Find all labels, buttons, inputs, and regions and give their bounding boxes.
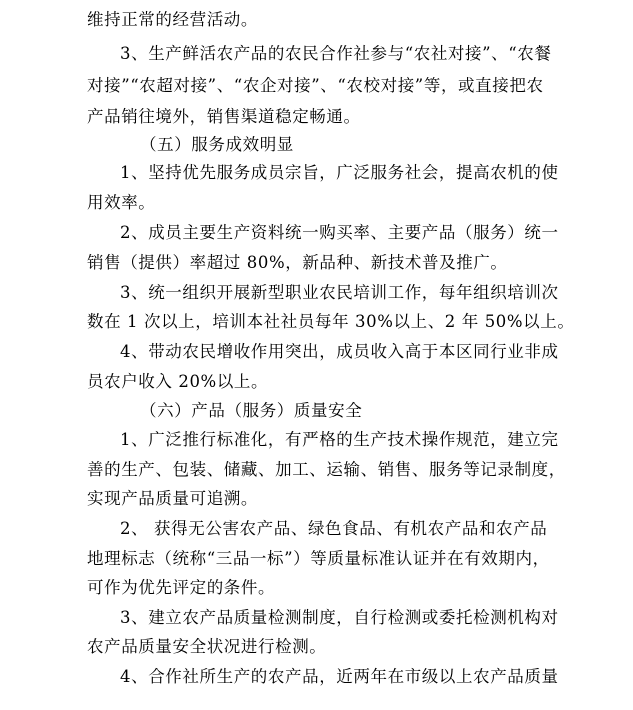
text-line: 实现产品质量可追溯。 [87,489,258,508]
text-line: 地理标志（统称“三品一标”）等质量标准认证并在有效期内， [87,549,550,568]
text-line: 员农户收入 20%以上。 [87,372,269,391]
text-line: 用效率。 [87,193,156,212]
text-line: 可作为优先评定的条件。 [87,578,276,597]
text-line: 销售（提供）率超过 80%，新品种、新技术普及推广。 [87,253,508,272]
text-line: 1、坚持优先服务成员宗旨，广泛服务社会，提高农机的使 [120,163,559,182]
text-line: 1、广泛推行标准化，有严格的生产技术操作规范，建立完 [120,430,559,449]
text-line: 2、成员主要生产资料统一购买率、主要产品（服务）统一 [120,223,559,242]
text-line: 2、 获得无公害农产品、绿色食品、有机农产品和农产品 [120,519,548,538]
text-line: 对接”“农超对接”、“农企对接”、“农校对接”等，或直接把农 [87,76,544,95]
section-heading: （六）产品（服务）质量安全 [140,401,363,420]
section-heading: （五）服务成效明显 [140,135,294,154]
text-line: 农产品质量安全状况进行检测。 [87,637,327,656]
text-line: 3、生产鲜活农产品的农民合作社参与“农社对接”、“农餐 [120,44,552,63]
text-line: 4、合作社所生产的农产品，近两年在市级以上农产品质量 [120,667,559,686]
text-line: 3、统一组织开展新型职业农民培训工作，每年组织培训次 [120,283,559,302]
text-line: 维持正常的经营活动。 [87,10,258,29]
text-line: 数在 1 次以上，培训本社社员每年 30%以上、2 年 50%以上。 [87,312,575,331]
text-line: 产品销往境外，销售渠道稳定畅通。 [87,107,361,126]
text-line: 善的生产、包装、储藏、加工、运输、销售、服务等记录制度， [87,460,566,479]
text-line: 4、带动农民增收作用突出，成员收入高于本区同行业非成 [120,342,559,361]
text-line: 3、建立农产品质量检测制度，自行检测或委托检测机构对 [120,608,559,627]
